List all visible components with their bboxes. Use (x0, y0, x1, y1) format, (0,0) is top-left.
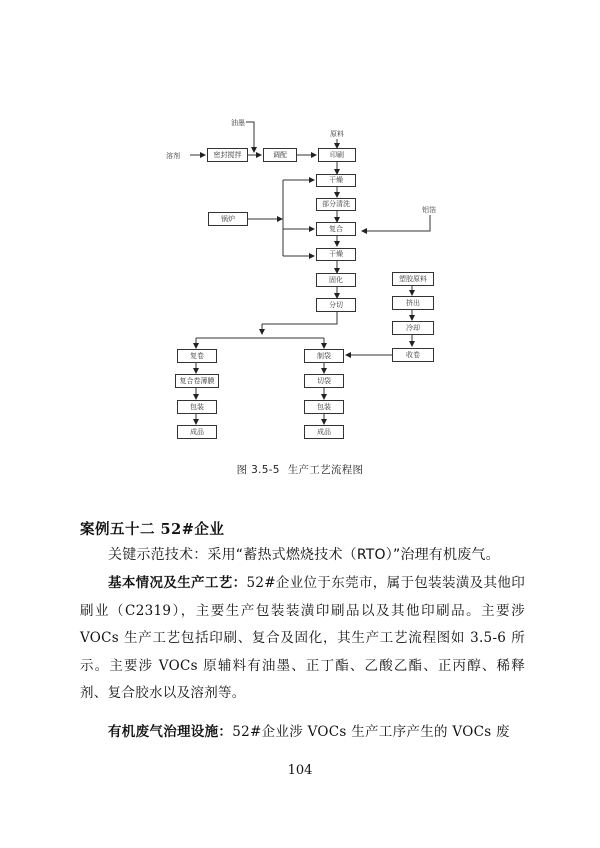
key-tech-label: 关键示范技术： (108, 547, 208, 563)
step-curing: 固化 (316, 273, 356, 287)
step-lamination: 复合 (316, 222, 356, 236)
step-product-left: 成品 (177, 425, 217, 439)
step-rewinding: 复卷 (177, 349, 217, 363)
input-plastic-raw-material: 塑胶原料 (392, 272, 434, 286)
treatment-text: 52#企业涉 VOCs 生产工序产生的 VOCs 废 (232, 724, 510, 740)
step-drying-1: 干燥 (316, 174, 356, 187)
step-bag-making: 制袋 (304, 349, 344, 363)
step-cooling: 冷却 (392, 321, 434, 335)
step-winding: 收卷 (392, 348, 434, 362)
treatment-paragraph (80, 719, 525, 747)
case-heading: 案例五十二 52#企业 (80, 521, 225, 538)
step-extrusion: 挤出 (392, 296, 434, 310)
step-drying-2: 干燥 (316, 248, 356, 261)
basic-info-paragraph (80, 570, 525, 708)
step-product-middle: 成品 (304, 425, 344, 439)
input-boiler: 锅炉 (208, 212, 248, 226)
input-solvent: 溶剂 (166, 152, 180, 160)
step-printing: 印刷 (318, 148, 356, 162)
step-slitting: 分切 (316, 298, 356, 312)
input-raw-material: 原料 (330, 130, 344, 138)
page-number: 104 (287, 763, 313, 778)
basic-info-label: 基本情况及生产工艺： (108, 575, 247, 591)
step-bag-cutting: 切袋 (304, 374, 344, 388)
input-ink: 油墨 (231, 119, 245, 127)
figure-number: 图 3.5-5 (236, 464, 280, 476)
treatment-label: 有机废气治理设施： (108, 724, 233, 740)
basic-info-text: 52#企业位于东莞市，属于包装装潢及其他印刷业（C2319），主要生产包装装潢印刷品以及其他印刷品。主要涉 VOCs 生产工艺包括印刷、复合及固化，其生产工艺流程图如 3.5-6 所示。主要涉 VOCs 原辅料有油墨、正丁酯、乙酸乙酯、正丙醇、稀释剂、复合胶水以及溶剂等。 (80, 575, 525, 701)
step-blending: 调配 (263, 148, 297, 162)
step-sealed-mixing: 密封搅拌 (207, 148, 248, 162)
step-partial-cleaning: 部分清洗 (316, 198, 356, 211)
key-technology (108, 544, 500, 564)
step-packaging-left: 包装 (177, 400, 217, 414)
step-packaging-middle: 包装 (304, 400, 344, 414)
step-laminated-film: 复合卷薄膜 (175, 374, 219, 388)
figure-caption (0, 462, 600, 477)
figure-title: 生产工艺流程图 (287, 464, 364, 476)
key-tech-text: 采用“蓄热式燃烧技术（RTO）”治理有机废气。 (207, 547, 500, 563)
input-aluminum-foil: 铝箔 (422, 206, 436, 214)
